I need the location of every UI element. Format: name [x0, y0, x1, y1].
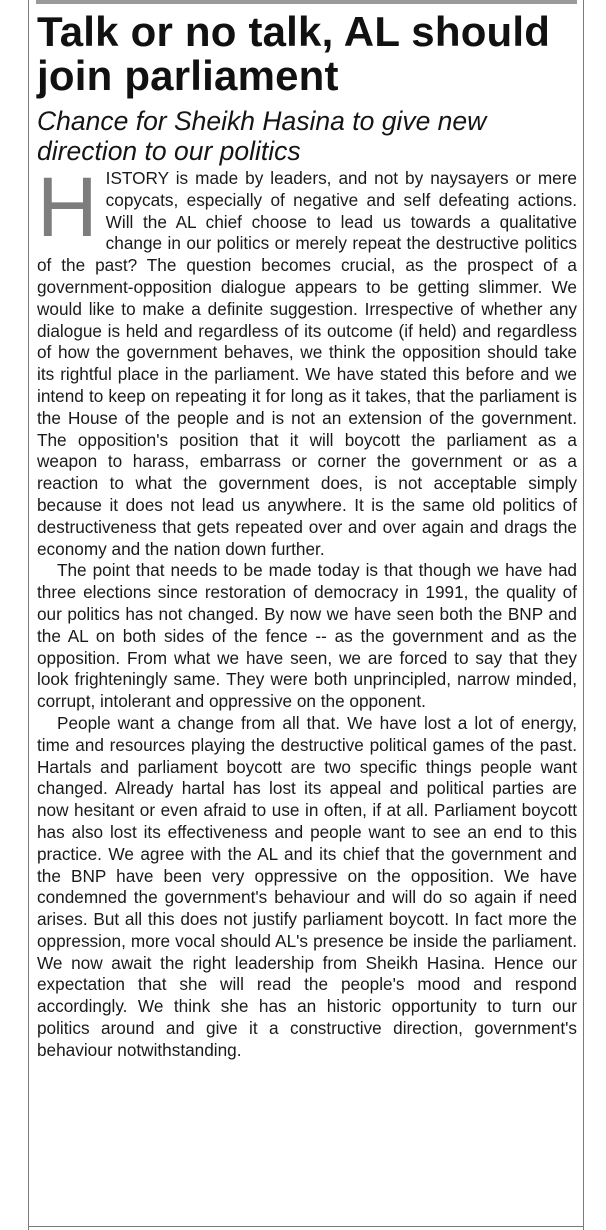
drop-cap: H [37, 160, 98, 254]
bottom-rule [28, 1226, 584, 1227]
right-column-rule [583, 0, 584, 1230]
editorial-article [37, 10, 577, 1062]
paragraph-1 [37, 160, 577, 560]
paragraph-2: The point that needs to be made today is that though we have had three elections since restoration of democracy in 1991, the quality of our politics has not changed. By now we have seen both the BNP and the AL on both sides of the fence -- as the government and as the opposition. From what we have seen, we are forced to say that they look frighteningly same. They were both unprincipled, narrow minded, corrupt, intolerant and oppressive on the opponent. [37, 560, 577, 712]
article-body [37, 160, 577, 1062]
paragraph-1-text: ISTORY is made by leaders, and not by naysayers or mere copycats, especially of negative and self defeating actions. Will the AL chief choose to lead us towards a qualitative change in our politics or merely repeat the destructive politics of the past? The question becomes crucial, as the prospect of a government-opposition dialogue appears to be getting slimmer. We would like to make a definite suggestion. Irrespective of whether any dialogue is held and regardless of its outcome (if held) and regardless of how the government behaves, we think the opposition should take its rightful place in the parliament. We have stated this before and we intend to keep on repeating it for long as it takes, that the parliament is the House of the people and is not an extension of the government. The opposition's position that it will boycott the parliament as a weapon to harass, embarrass or corner the government or as a reaction to what the government does, is not acceptable simply because it does not lead us anywhere. It is the same old politics of destructiveness that gets repeated over and over again and drags the economy and the nation down further. [37, 168, 577, 559]
paragraph-3: People want a change from all that. We have lost a lot of energy, time and resources playing the destructive political games of the past. Hartals and parliament boycott are two specific things people want changed. Already hartal has lost its appeal and political parties are now hesitant or even afraid to use in often, if at all. Parliament boycott has also lost its effectiveness and people want to see an end to this practice. We agree with the AL and its chief that the government and the BNP have been very oppressive on the opposition. We have condemned the government's behaviour and will do so again if need arises. But all this does not justify parliament boycott. In fact more the oppression, more vocal should AL's presence be inside the parliament. We now await the right leadership from Sheikh Hasina. Hence our expectation that she will read the people's mood and respond accordingly. We think she has an historic opportunity to turn our politics around and give it a constructive direction, government's behaviour notwithstanding. [37, 712, 577, 1060]
subheadline: Chance for Sheikh Hasina to give new direction to our politics [37, 106, 487, 166]
headline: Talk or no talk, AL should join parliament [37, 8, 551, 99]
left-column-rule [28, 0, 29, 1230]
top-border-bar [36, 0, 577, 4]
